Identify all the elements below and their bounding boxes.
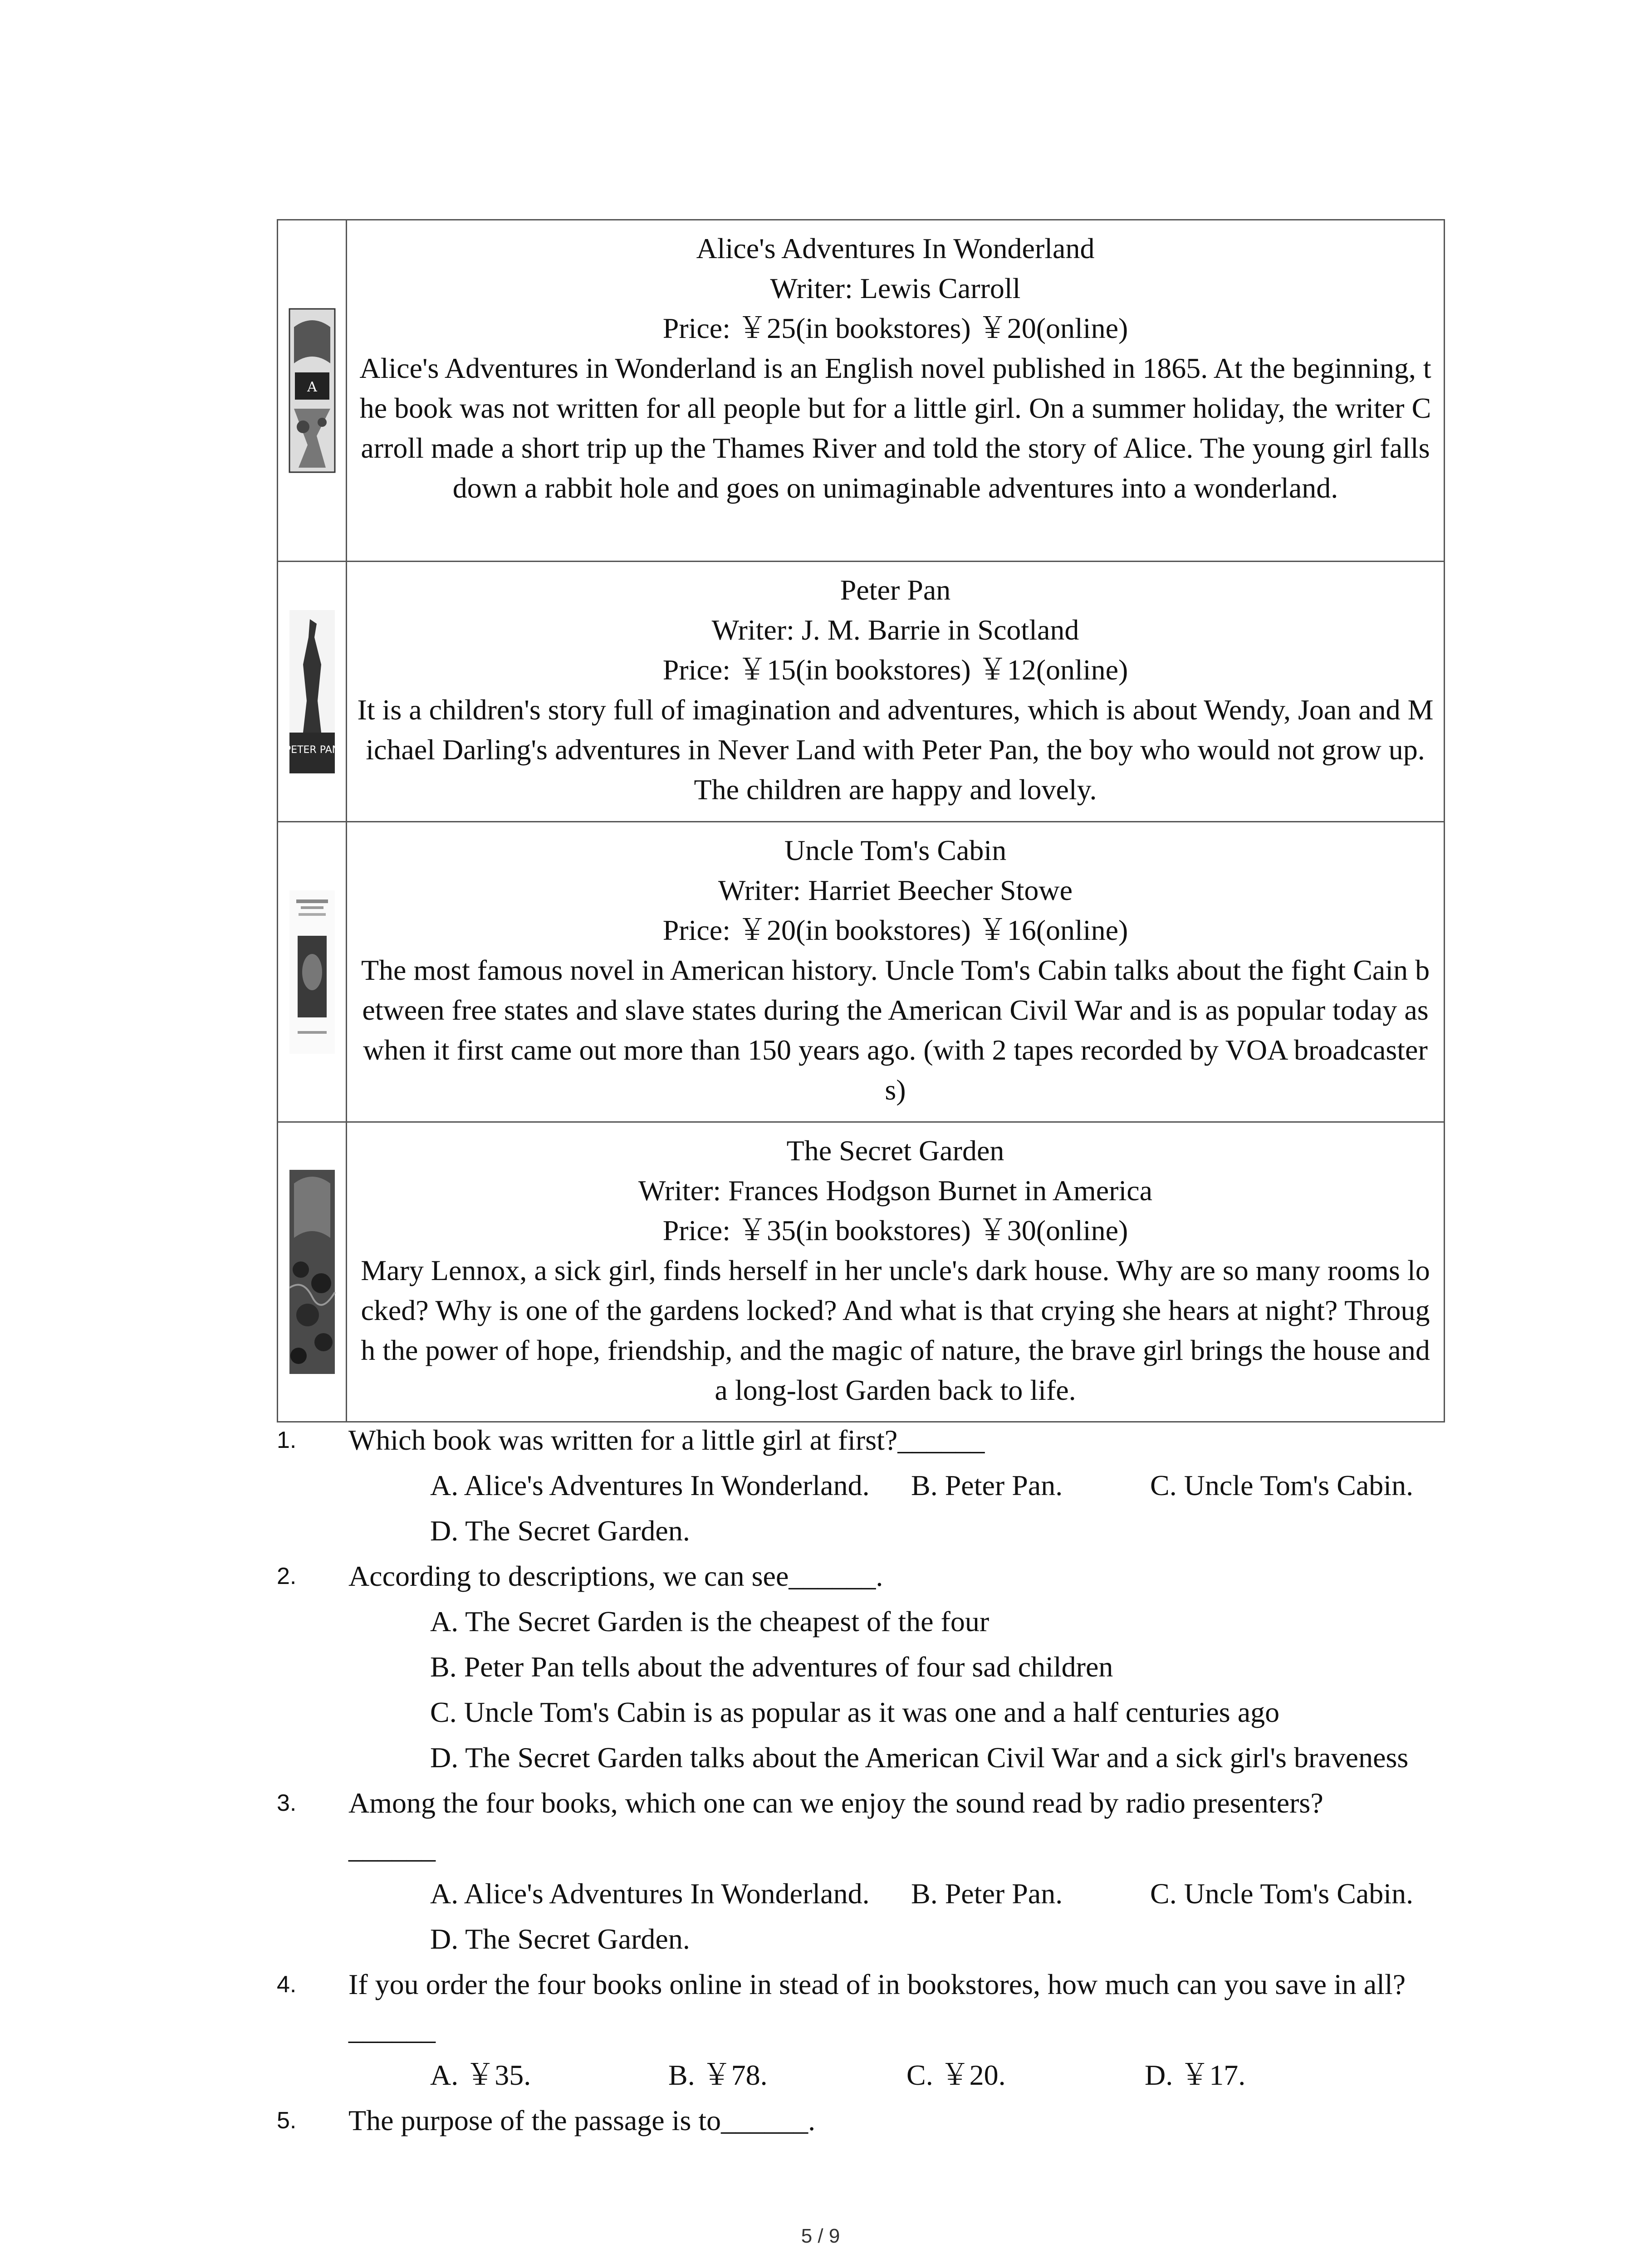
question-number: 3. [277, 1790, 297, 1816]
question-options [348, 1871, 1445, 1962]
book-info [347, 220, 1444, 561]
alice-book-cover-icon [289, 309, 335, 472]
book-row-uncle-toms-cabin [278, 821, 1444, 1121]
book-description: It is a children's story full of imagination and adventures, which is about Wendy, Joan and Michael Darling's adventures in Never Land with Peter Pan, the boy who would not grow up. The children are happy and lovely. [357, 694, 1434, 806]
question-stem: Which book was written for a little girl at first?______ [348, 1424, 985, 1456]
svg-text:A: A [307, 379, 317, 395]
question-options [348, 2053, 1445, 2098]
question-number: 1. [277, 1427, 297, 1453]
cover-cell [278, 562, 347, 821]
book-description: Mary Lennox, a sick girl, finds herself in her uncle's dark house. Why are so many rooms locked? Why is one of the gardens locked? And what is that crying she hears at night? Through the power of hope, friendship, and the magic of nature, the brave girl brings the house and a long-lost Garden back to life. [361, 1254, 1430, 1406]
secret-garden-book-cover-icon [289, 1170, 335, 1374]
option-c: C. Uncle Tom's Cabin. [1150, 1877, 1414, 1910]
question-1 [277, 1418, 1445, 1554]
option-d: D. The Secret Garden. [430, 1923, 690, 1955]
cover-cell [278, 1123, 347, 1421]
question-2 [277, 1554, 1445, 1780]
question-5 [277, 2098, 1445, 2143]
cover-cell [278, 220, 347, 561]
question-4 [277, 1962, 1445, 2098]
questions [277, 1418, 1445, 2143]
book-price: Price: ￥25(in bookstores) ￥20(online) [662, 312, 1128, 344]
book-description: Alice's Adventures in Wonderland is an English novel published in 1865. At the beginning, the book was not written for all people but for a little girl. On a summer holiday, the writer Carroll made a short trip up the Thames River and told the story of Alice. The young girl falls down a rabbit hole and goes on unimaginable adventures into a wonderland. [359, 352, 1431, 504]
book-writer: Writer: Harriet Beecher Stowe [718, 874, 1073, 906]
page-number: 5 / 9 [801, 2225, 840, 2247]
question-options [348, 1463, 1445, 1554]
book-title: Uncle Tom's Cabin [784, 834, 1007, 866]
question-stem: Among the four books, which one can we enjoy the sound read by radio presenters? [348, 1787, 1323, 1819]
book-title: The Secret Garden [786, 1134, 1004, 1167]
option-c: C. ￥20. [906, 2059, 1006, 2091]
question-number: 2. [277, 1563, 297, 1589]
question-number: 5. [277, 2107, 297, 2134]
book-info [347, 822, 1444, 1121]
question-stem: If you order the four books online in stead of in bookstores, how much can you save in all?______ [348, 1968, 1406, 2046]
question-number: 4. [277, 1971, 297, 1998]
book-writer: Writer: Frances Hodgson Burnet in America [638, 1174, 1153, 1207]
uncle-toms-cabin-book-cover-icon [289, 890, 335, 1054]
option-a: A. Alice's Adventures In Wonderland. [430, 1469, 870, 1501]
book-info [347, 1123, 1444, 1421]
question-stem: According to descriptions, we can see______. [348, 1560, 883, 1592]
option-d: D. The Secret Garden. [430, 1515, 690, 1547]
book-row-alice [278, 220, 1444, 561]
option-b: B. Peter Pan tells about the adventures of four sad children [430, 1651, 1113, 1683]
option-b: B. Peter Pan. [911, 1469, 1063, 1501]
cover-cell [278, 822, 347, 1121]
book-title: Peter Pan [840, 574, 951, 606]
option-d: D. ￥17. [1145, 2059, 1246, 2091]
option-a: A. Alice's Adventures In Wonderland. [430, 1877, 870, 1910]
peter-pan-book-cover-icon [284, 610, 339, 773]
book-title: Alice's Adventures In Wonderland [696, 232, 1095, 264]
option-c: C. Uncle Tom's Cabin is as popular as it was one and a half centuries ago [430, 1696, 1280, 1728]
book-row-secret-garden [278, 1121, 1444, 1421]
question-3 [277, 1780, 1445, 1962]
book-price: Price: ￥20(in bookstores) ￥16(online) [662, 914, 1128, 946]
question-stem: The purpose of the passage is to______. [348, 2104, 816, 2136]
book-row-peter-pan [278, 561, 1444, 821]
book-writer: Writer: Lewis Carroll [770, 272, 1021, 304]
book-table [277, 219, 1445, 1422]
book-description: The most famous novel in American history. Uncle Tom's Cabin talks about the fight Cain between free states and slave states during the American Civil War and is as popular today as when it first came out more than 150 years ago. (with 2 tapes recorded by VOA broadcasters) [361, 954, 1430, 1106]
option-b: B. Peter Pan. [911, 1877, 1063, 1910]
option-d: D. The Secret Garden talks about the American Civil War and a sick girl's braveness [430, 1741, 1409, 1774]
option-b: B. ￥78. [668, 2059, 768, 2091]
book-info [347, 562, 1444, 821]
book-writer: Writer: J. M. Barrie in Scotland [711, 614, 1079, 646]
question-options [348, 1599, 1445, 1780]
book-price: Price: ￥35(in bookstores) ￥30(online) [662, 1214, 1128, 1246]
option-c: C. Uncle Tom's Cabin. [1150, 1469, 1414, 1501]
question-blank: ______ [348, 1832, 436, 1864]
option-a: A. The Secret Garden is the cheapest of the four [430, 1605, 989, 1637]
svg-text:PETER PAN: PETER PAN [284, 744, 339, 756]
book-price: Price: ￥15(in bookstores) ￥12(online) [662, 654, 1128, 686]
option-a: A. ￥35. [430, 2059, 531, 2091]
